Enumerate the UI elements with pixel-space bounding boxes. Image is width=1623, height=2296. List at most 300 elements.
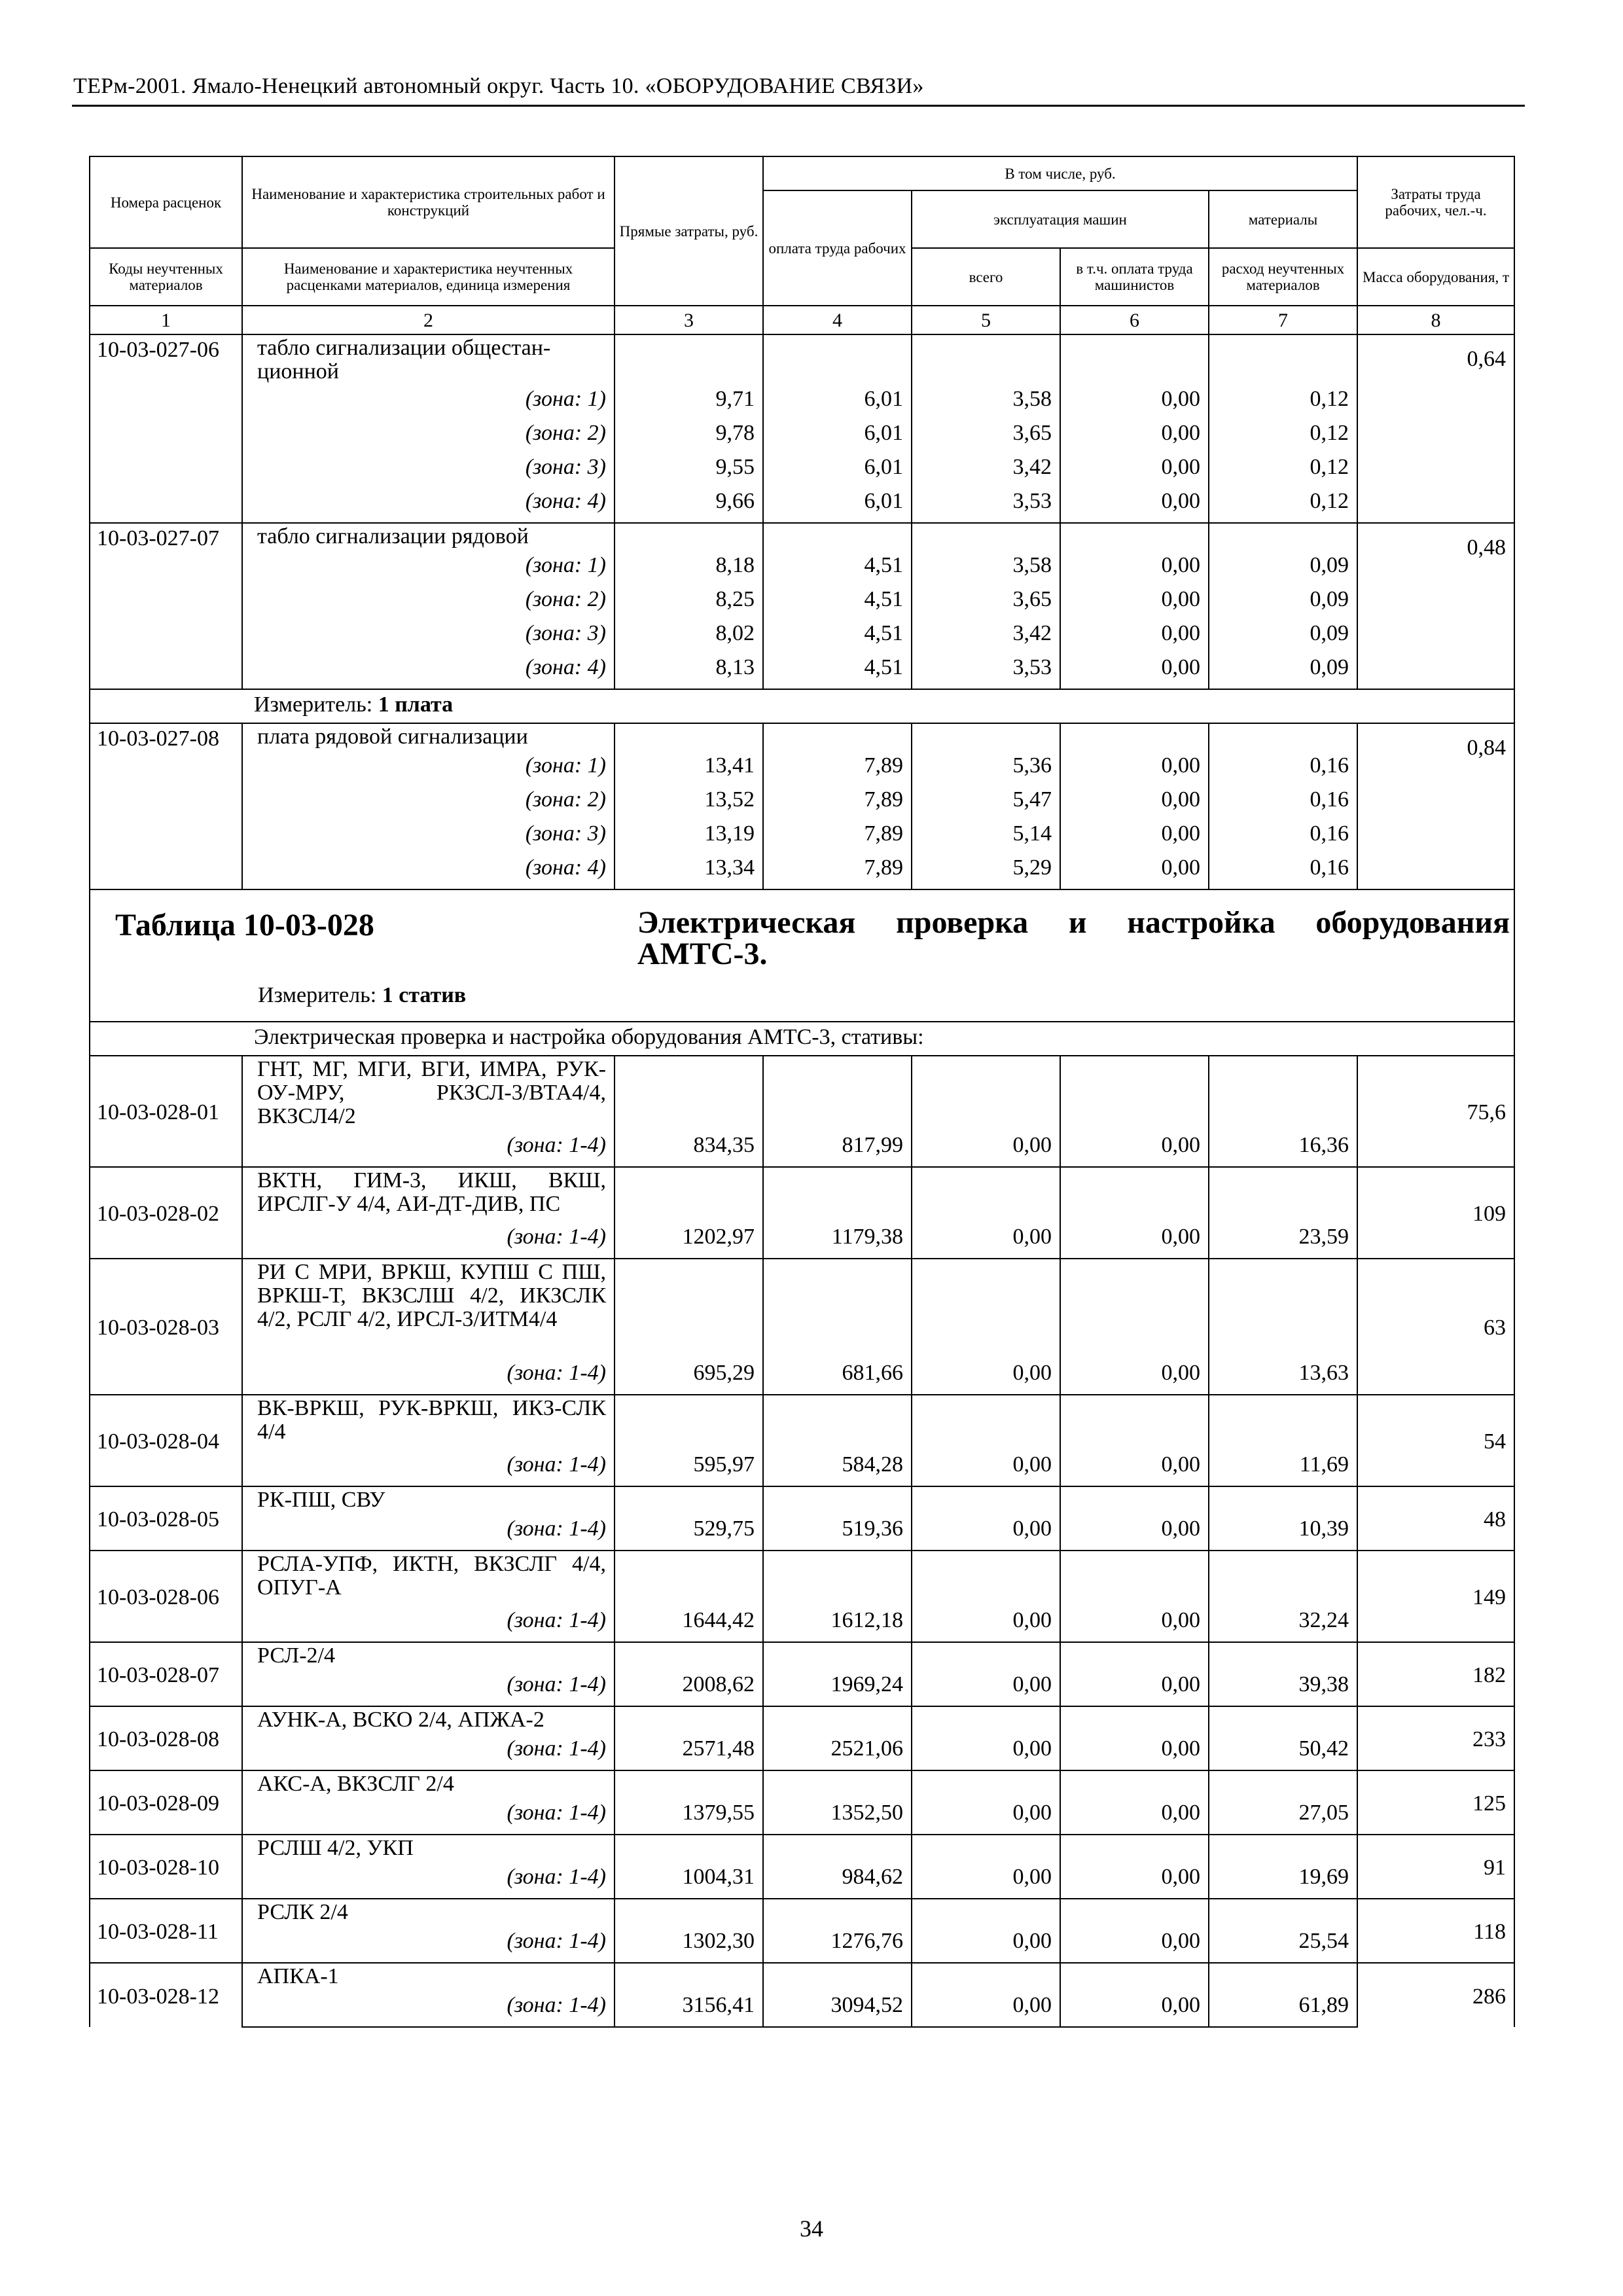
meter-value: 1 плата bbox=[378, 692, 454, 717]
machines-cost: 0,00 bbox=[912, 1865, 1060, 1899]
machinists-cost: 0,00 bbox=[1060, 855, 1209, 889]
machines-cost: 3,58 bbox=[912, 387, 1060, 421]
empty-cell bbox=[1209, 1770, 1357, 1801]
table-row bbox=[90, 489, 1514, 523]
table-row bbox=[90, 523, 1514, 553]
zone-label: (зона: 1) bbox=[242, 753, 615, 787]
direct-cost: 3156,41 bbox=[615, 1993, 763, 2027]
zone-label: (зона: 1-4) bbox=[242, 1133, 615, 1167]
wages-cost: 1969,24 bbox=[763, 1672, 912, 1706]
direct-cost: 2571,48 bbox=[615, 1736, 763, 1770]
rate-code: 10-03-028-05 bbox=[90, 1486, 242, 1551]
direct-cost: 8,25 bbox=[615, 587, 763, 621]
materials-cost: 0,09 bbox=[1209, 553, 1357, 587]
empty-cell bbox=[1209, 1259, 1357, 1361]
zone-label: (зона: 1) bbox=[242, 553, 615, 587]
machines-cost: 3,42 bbox=[912, 455, 1060, 489]
materials-cost: 0,12 bbox=[1209, 387, 1357, 421]
empty-cell bbox=[912, 1899, 1060, 1929]
table-row bbox=[90, 1056, 1514, 1133]
machinists-cost: 0,00 bbox=[1060, 553, 1209, 587]
equipment-mass: 286 bbox=[1357, 1963, 1514, 2027]
machinists-cost: 0,00 bbox=[1060, 787, 1209, 821]
table-row bbox=[90, 621, 1514, 655]
table-row bbox=[90, 1133, 1514, 1167]
direct-cost: 1004,31 bbox=[615, 1865, 763, 1899]
machinists-cost: 0,00 bbox=[1060, 455, 1209, 489]
machines-cost: 3,65 bbox=[912, 587, 1060, 621]
section-subheading: Электрическая проверка и настройка оборудования АМТС-3, стативы: bbox=[90, 1022, 1514, 1056]
equipment-mass: 118 bbox=[1357, 1899, 1514, 1963]
materials-cost: 0,16 bbox=[1209, 855, 1357, 889]
wages-cost: 4,51 bbox=[763, 655, 912, 689]
empty-cell bbox=[1209, 1642, 1357, 1672]
materials-cost: 23,59 bbox=[1209, 1225, 1357, 1259]
zone-label: (зона: 1-4) bbox=[242, 1865, 615, 1899]
col-code-bottom: Коды неучтенных материалов bbox=[90, 248, 242, 306]
materials-cost: 25,54 bbox=[1209, 1929, 1357, 1963]
materials-cost: 0,09 bbox=[1209, 587, 1357, 621]
table-body-a bbox=[90, 334, 1514, 689]
wages-cost: 1179,38 bbox=[763, 1225, 912, 1259]
zone-label: (зона: 2) bbox=[242, 421, 615, 455]
equipment-mass: 182 bbox=[1357, 1642, 1514, 1706]
empty-cell bbox=[1209, 1551, 1357, 1608]
empty-cell bbox=[912, 1167, 1060, 1225]
table-row bbox=[90, 1801, 1514, 1835]
wages-cost: 7,89 bbox=[763, 855, 912, 889]
empty-cell bbox=[1209, 1963, 1357, 1993]
rate-name: ГНТ, МГ, МГИ, ВГИ, ИМРА, РУК-ОУ-МРУ, РКЗСЛ-3/ВТА4/4, ВКЗСЛ4/2 bbox=[242, 1056, 615, 1133]
wages-cost: 6,01 bbox=[763, 455, 912, 489]
table-row bbox=[90, 1395, 1514, 1452]
rate-name: АКС-А, ВКЗСЛГ 2/4 bbox=[242, 1770, 615, 1801]
materials-cost: 0,12 bbox=[1209, 489, 1357, 523]
direct-cost: 13,19 bbox=[615, 821, 763, 855]
machinists-cost: 0,00 bbox=[1060, 753, 1209, 787]
table-row bbox=[90, 1993, 1514, 2027]
materials-cost: 0,09 bbox=[1209, 655, 1357, 689]
table-row bbox=[90, 1899, 1514, 1929]
table-body-b bbox=[90, 723, 1514, 889]
rate-code: 10-03-028-04 bbox=[90, 1395, 242, 1486]
table-row bbox=[90, 723, 1514, 753]
empty-cell bbox=[1209, 1899, 1357, 1929]
zone-label: (зона: 1-4) bbox=[242, 1993, 615, 2027]
direct-cost: 1302,30 bbox=[615, 1929, 763, 1963]
table-row bbox=[90, 1452, 1514, 1486]
zone-label: (зона: 1-4) bbox=[242, 1736, 615, 1770]
empty-cell bbox=[912, 523, 1060, 553]
direct-cost: 1379,55 bbox=[615, 1801, 763, 1835]
materials-cost: 11,69 bbox=[1209, 1452, 1357, 1486]
equipment-mass: 0,84 bbox=[1357, 723, 1514, 889]
machines-cost: 0,00 bbox=[912, 1736, 1060, 1770]
empty-cell bbox=[1060, 1642, 1209, 1672]
empty-cell bbox=[763, 1706, 912, 1736]
materials-cost: 19,69 bbox=[1209, 1865, 1357, 1899]
direct-cost: 9,78 bbox=[615, 421, 763, 455]
machinists-cost: 0,00 bbox=[1060, 489, 1209, 523]
materials-cost: 16,36 bbox=[1209, 1133, 1357, 1167]
empty-cell bbox=[763, 334, 912, 387]
wages-cost: 4,51 bbox=[763, 621, 912, 655]
equipment-mass: 48 bbox=[1357, 1486, 1514, 1551]
col-materials: материалы bbox=[1209, 190, 1357, 248]
materials-cost: 32,24 bbox=[1209, 1608, 1357, 1642]
direct-cost: 8,18 bbox=[615, 553, 763, 587]
wages-cost: 7,89 bbox=[763, 787, 912, 821]
empty-cell bbox=[615, 1167, 763, 1225]
zone-label: (зона: 1-4) bbox=[242, 1801, 615, 1835]
rate-code: 10-03-028-11 bbox=[90, 1899, 242, 1963]
table-meter bbox=[94, 983, 1510, 1008]
table-row bbox=[90, 1486, 1514, 1516]
direct-cost: 1644,42 bbox=[615, 1608, 763, 1642]
direct-cost: 8,02 bbox=[615, 621, 763, 655]
meter-row bbox=[90, 689, 1514, 723]
zone-label: (зона: 1-4) bbox=[242, 1672, 615, 1706]
zone-label: (зона: 1-4) bbox=[242, 1452, 615, 1486]
direct-cost: 2008,62 bbox=[615, 1672, 763, 1706]
machinists-cost: 0,00 bbox=[1060, 1361, 1209, 1395]
empty-cell bbox=[1209, 723, 1357, 753]
table-row bbox=[90, 1225, 1514, 1259]
machines-cost: 3,65 bbox=[912, 421, 1060, 455]
empty-cell bbox=[615, 1706, 763, 1736]
empty-cell bbox=[763, 1167, 912, 1225]
col-number: 4 bbox=[763, 306, 912, 334]
table-row bbox=[90, 655, 1514, 689]
col-number: 5 bbox=[912, 306, 1060, 334]
table-row bbox=[90, 787, 1514, 821]
machinists-cost: 0,00 bbox=[1060, 1801, 1209, 1835]
empty-cell bbox=[912, 1056, 1060, 1133]
materials-cost: 50,42 bbox=[1209, 1736, 1357, 1770]
machinists-cost: 0,00 bbox=[1060, 1929, 1209, 1963]
col-wages: оплата труда рабочих bbox=[763, 190, 912, 306]
wages-cost: 4,51 bbox=[763, 587, 912, 621]
machinists-cost: 0,00 bbox=[1060, 655, 1209, 689]
col-number: 7 bbox=[1209, 306, 1357, 334]
table-label: Таблица 10-03-028 bbox=[115, 908, 374, 942]
rate-code: 10-03-028-08 bbox=[90, 1706, 242, 1770]
machines-cost: 0,00 bbox=[912, 1929, 1060, 1963]
rate-name: ВКТН, ГИМ-3, ИКШ, ВКШ, ИРСЛГ-У 4/4, АИ-ДТ-ДИВ, ПС bbox=[242, 1167, 615, 1225]
machines-cost: 0,00 bbox=[912, 1361, 1060, 1395]
rate-name: РК-ПШ, СВУ bbox=[242, 1486, 615, 1516]
table-row bbox=[90, 1706, 1514, 1736]
machines-cost: 0,00 bbox=[912, 1801, 1060, 1835]
table-row bbox=[90, 587, 1514, 621]
rate-code: 10-03-027-08 bbox=[90, 723, 242, 889]
direct-cost: 695,29 bbox=[615, 1361, 763, 1395]
table-row bbox=[90, 1672, 1514, 1706]
col-mass: Масса оборудования, т bbox=[1357, 248, 1514, 306]
wages-cost: 1276,76 bbox=[763, 1929, 912, 1963]
table-header bbox=[90, 156, 1514, 334]
machinists-cost: 0,00 bbox=[1060, 821, 1209, 855]
materials-cost: 0,12 bbox=[1209, 421, 1357, 455]
rate-name: табло сигнализации рядовой bbox=[242, 523, 615, 553]
wages-cost: 1352,50 bbox=[763, 1801, 912, 1835]
machines-cost: 5,36 bbox=[912, 753, 1060, 787]
col-number: 2 bbox=[242, 306, 615, 334]
equipment-mass: 109 bbox=[1357, 1167, 1514, 1259]
table-row bbox=[90, 387, 1514, 421]
wages-cost: 584,28 bbox=[763, 1452, 912, 1486]
empty-cell bbox=[1060, 1899, 1209, 1929]
empty-cell bbox=[615, 1899, 763, 1929]
machines-cost: 0,00 bbox=[912, 1225, 1060, 1259]
table-row bbox=[90, 1963, 1514, 1993]
table-title-block bbox=[90, 889, 1514, 1022]
price-table bbox=[89, 156, 1515, 2028]
wages-cost: 2521,06 bbox=[763, 1736, 912, 1770]
machines-cost: 5,47 bbox=[912, 787, 1060, 821]
zone-label: (зона: 3) bbox=[242, 621, 615, 655]
zone-label: (зона: 1-4) bbox=[242, 1361, 615, 1395]
empty-cell bbox=[912, 1963, 1060, 1993]
zone-label: (зона: 2) bbox=[242, 587, 615, 621]
empty-cell bbox=[912, 1706, 1060, 1736]
direct-cost: 13,34 bbox=[615, 855, 763, 889]
machinists-cost: 0,00 bbox=[1060, 1516, 1209, 1551]
machines-cost: 3,53 bbox=[912, 489, 1060, 523]
zone-label: (зона: 4) bbox=[242, 655, 615, 689]
table-row bbox=[90, 1642, 1514, 1672]
empty-cell bbox=[912, 1395, 1060, 1452]
empty-cell bbox=[615, 523, 763, 553]
direct-cost: 8,13 bbox=[615, 655, 763, 689]
direct-cost: 13,52 bbox=[615, 787, 763, 821]
equipment-mass: 91 bbox=[1357, 1835, 1514, 1899]
wages-cost: 6,01 bbox=[763, 387, 912, 421]
empty-cell bbox=[615, 1770, 763, 1801]
table-row bbox=[90, 1770, 1514, 1801]
empty-cell bbox=[763, 1395, 912, 1452]
col-total: всего bbox=[912, 248, 1060, 306]
empty-cell bbox=[763, 1259, 912, 1361]
direct-cost: 529,75 bbox=[615, 1516, 763, 1551]
direct-cost: 9,55 bbox=[615, 455, 763, 489]
empty-cell bbox=[763, 1486, 912, 1516]
empty-cell bbox=[763, 1770, 912, 1801]
col-name-bottom: Наименование и характеристика неучтенных расценками материалов, единица измерения bbox=[242, 248, 615, 306]
wages-cost: 7,89 bbox=[763, 753, 912, 787]
meter-label: Измеритель: bbox=[254, 692, 373, 717]
meter-plate-section bbox=[90, 689, 1514, 723]
equipment-mass: 125 bbox=[1357, 1770, 1514, 1835]
empty-cell bbox=[615, 1395, 763, 1452]
wages-cost: 681,66 bbox=[763, 1361, 912, 1395]
col-code-top: Номера расценок bbox=[90, 156, 242, 248]
empty-cell bbox=[1060, 1706, 1209, 1736]
table-row bbox=[90, 334, 1514, 387]
empty-cell bbox=[615, 1551, 763, 1608]
wages-cost: 1612,18 bbox=[763, 1608, 912, 1642]
empty-cell bbox=[1209, 1395, 1357, 1452]
rate-code: 10-03-028-12 bbox=[90, 1963, 242, 2027]
empty-cell bbox=[1209, 334, 1357, 387]
machines-cost: 5,29 bbox=[912, 855, 1060, 889]
zone-label: (зона: 1-4) bbox=[242, 1516, 615, 1551]
materials-cost: 39,38 bbox=[1209, 1672, 1357, 1706]
empty-cell bbox=[763, 723, 912, 753]
zone-label: (зона: 4) bbox=[242, 855, 615, 889]
table-row bbox=[90, 1259, 1514, 1361]
machinists-cost: 0,00 bbox=[1060, 1993, 1209, 2027]
materials-cost: 0,16 bbox=[1209, 753, 1357, 787]
table-row bbox=[90, 421, 1514, 455]
empty-cell bbox=[615, 1486, 763, 1516]
empty-cell bbox=[763, 523, 912, 553]
table-row bbox=[90, 1736, 1514, 1770]
empty-cell bbox=[615, 334, 763, 387]
table-row bbox=[90, 1167, 1514, 1225]
table-row bbox=[90, 1516, 1514, 1551]
empty-cell bbox=[1209, 523, 1357, 553]
machines-cost: 0,00 bbox=[912, 1516, 1060, 1551]
table-row bbox=[90, 553, 1514, 587]
table-row bbox=[90, 1929, 1514, 1963]
meter-value: 1 статив bbox=[382, 983, 467, 1007]
empty-cell bbox=[1209, 1056, 1357, 1133]
table-row bbox=[90, 1835, 1514, 1865]
empty-cell bbox=[615, 1056, 763, 1133]
machines-cost: 0,00 bbox=[912, 1133, 1060, 1167]
materials-cost: 61,89 bbox=[1209, 1993, 1357, 2027]
materials-cost: 0,16 bbox=[1209, 821, 1357, 855]
zone-label: (зона: 2) bbox=[242, 787, 615, 821]
machinists-cost: 0,00 bbox=[1060, 1225, 1209, 1259]
empty-cell bbox=[912, 1551, 1060, 1608]
empty-cell bbox=[763, 1835, 912, 1865]
machines-cost: 0,00 bbox=[912, 1608, 1060, 1642]
header-rule bbox=[72, 105, 1525, 107]
machines-cost: 0,00 bbox=[912, 1672, 1060, 1706]
col-number: 1 bbox=[90, 306, 242, 334]
empty-cell bbox=[1060, 1395, 1209, 1452]
machines-cost: 0,00 bbox=[912, 1993, 1060, 2027]
zone-label: (зона: 1-4) bbox=[242, 1608, 615, 1642]
equipment-mass: 149 bbox=[1357, 1551, 1514, 1642]
empty-cell bbox=[912, 1642, 1060, 1672]
rate-code: 10-03-028-06 bbox=[90, 1551, 242, 1642]
empty-cell bbox=[763, 1551, 912, 1608]
empty-cell bbox=[1060, 1770, 1209, 1801]
empty-cell bbox=[1060, 1056, 1209, 1133]
empty-cell bbox=[763, 1899, 912, 1929]
rate-name: АУНК-А, ВСКО 2/4, АПЖА-2 bbox=[242, 1706, 615, 1736]
table-row bbox=[90, 1608, 1514, 1642]
empty-cell bbox=[763, 1963, 912, 1993]
wages-cost: 984,62 bbox=[763, 1865, 912, 1899]
zone-label: (зона: 1-4) bbox=[242, 1929, 615, 1963]
table-row bbox=[90, 855, 1514, 889]
direct-cost: 595,97 bbox=[615, 1452, 763, 1486]
rate-name: АПКА-1 bbox=[242, 1963, 615, 1993]
rate-name: РСЛ-2/4 bbox=[242, 1642, 615, 1672]
table-row bbox=[90, 821, 1514, 855]
empty-cell bbox=[912, 334, 1060, 387]
direct-cost: 9,66 bbox=[615, 489, 763, 523]
empty-cell bbox=[1060, 1167, 1209, 1225]
col-unaccounted: расход неучтенных материалов bbox=[1209, 248, 1357, 306]
empty-cell bbox=[1060, 1486, 1209, 1516]
empty-cell bbox=[912, 723, 1060, 753]
wages-cost: 519,36 bbox=[763, 1516, 912, 1551]
table-row bbox=[90, 1361, 1514, 1395]
col-number: 3 bbox=[615, 306, 763, 334]
materials-cost: 0,12 bbox=[1209, 455, 1357, 489]
direct-cost: 9,71 bbox=[615, 387, 763, 421]
machinists-cost: 0,00 bbox=[1060, 1452, 1209, 1486]
col-labor-costs: Затраты труда рабочих, чел.-ч. bbox=[1357, 156, 1514, 248]
wages-cost: 7,89 bbox=[763, 821, 912, 855]
rate-name: ВК-ВРКШ, РУК-ВРКШ, ИКЗ-СЛК 4/4 bbox=[242, 1395, 615, 1452]
rate-code: 10-03-028-01 bbox=[90, 1056, 242, 1167]
wages-cost: 817,99 bbox=[763, 1133, 912, 1167]
rate-code: 10-03-028-09 bbox=[90, 1770, 242, 1835]
materials-cost: 0,16 bbox=[1209, 787, 1357, 821]
machinists-cost: 0,00 bbox=[1060, 387, 1209, 421]
page-header: ТЕРм-2001. Ямало-Ненецкий автономный округ. Часть 10. «ОБОРУДОВАНИЕ СВЯЗИ» bbox=[73, 74, 924, 98]
machinists-cost: 0,00 bbox=[1060, 1133, 1209, 1167]
equipment-mass: 54 bbox=[1357, 1395, 1514, 1486]
table-row bbox=[90, 1865, 1514, 1899]
rate-name: плата рядовой сигнализации bbox=[242, 723, 615, 753]
empty-cell bbox=[1209, 1706, 1357, 1736]
empty-cell bbox=[615, 1642, 763, 1672]
machinists-cost: 0,00 bbox=[1060, 1608, 1209, 1642]
equipment-mass: 233 bbox=[1357, 1706, 1514, 1770]
empty-cell bbox=[1060, 334, 1209, 387]
wages-cost: 4,51 bbox=[763, 553, 912, 587]
empty-cell bbox=[615, 1963, 763, 1993]
table-title-section bbox=[90, 889, 1514, 1056]
rate-code: 10-03-028-07 bbox=[90, 1642, 242, 1706]
wages-cost: 6,01 bbox=[763, 489, 912, 523]
machinists-cost: 0,00 bbox=[1060, 1865, 1209, 1899]
machinists-cost: 0,00 bbox=[1060, 1736, 1209, 1770]
col-number: 6 bbox=[1060, 306, 1209, 334]
empty-cell bbox=[763, 1056, 912, 1133]
empty-cell bbox=[912, 1259, 1060, 1361]
table-title: Электрическая проверка и настройка оборудования АМТС-3. bbox=[637, 905, 1510, 971]
wages-cost: 3094,52 bbox=[763, 1993, 912, 2027]
rate-code: 10-03-027-06 bbox=[90, 334, 242, 523]
table-row bbox=[90, 455, 1514, 489]
col-number: 8 bbox=[1357, 306, 1514, 334]
materials-cost: 10,39 bbox=[1209, 1516, 1357, 1551]
rate-name: РСЛА-УПФ, ИКТН, ВКЗСЛГ 4/4, ОПУГ-А bbox=[242, 1551, 615, 1608]
machines-cost: 0,00 bbox=[912, 1452, 1060, 1486]
rate-code: 10-03-028-10 bbox=[90, 1835, 242, 1899]
rate-name: РСЛК 2/4 bbox=[242, 1899, 615, 1929]
empty-cell bbox=[763, 1642, 912, 1672]
machinists-cost: 0,00 bbox=[1060, 1672, 1209, 1706]
table-row bbox=[90, 1551, 1514, 1608]
col-name-top: Наименование и характеристика строительных работ и конструкций bbox=[242, 156, 615, 248]
rate-code: 10-03-028-03 bbox=[90, 1259, 242, 1395]
empty-cell bbox=[1060, 723, 1209, 753]
zone-label: (зона: 1-4) bbox=[242, 1225, 615, 1259]
table-body-c bbox=[90, 1056, 1514, 2027]
empty-cell bbox=[912, 1770, 1060, 1801]
equipment-mass: 0,48 bbox=[1357, 523, 1514, 689]
col-direct: Прямые затраты, руб. bbox=[615, 156, 763, 306]
